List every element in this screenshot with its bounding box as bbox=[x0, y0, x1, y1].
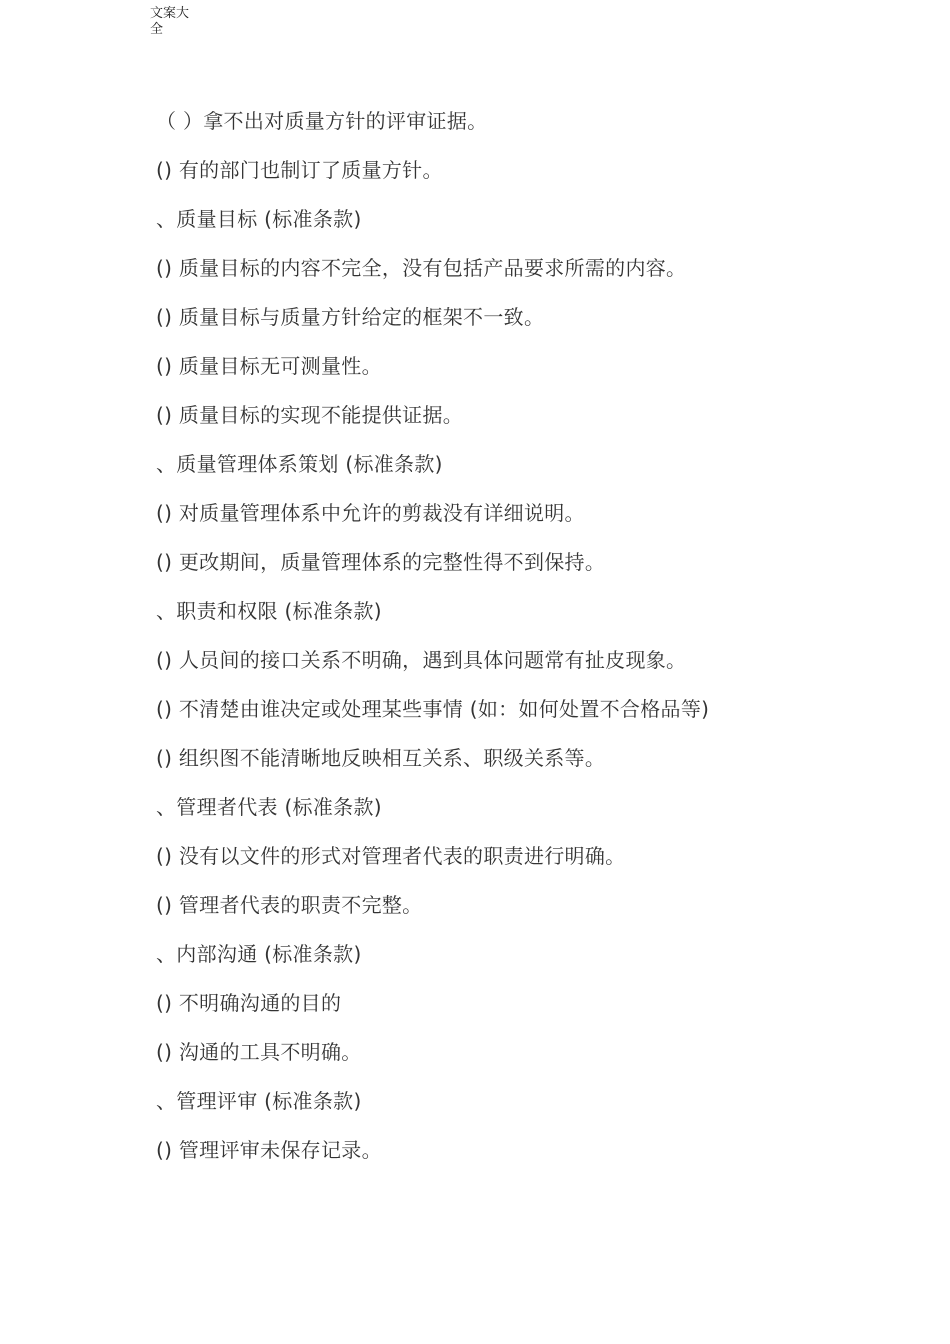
text-line: () 不清楚由谁决定或处理某些事情 (如：如何处置不合格品等) bbox=[156, 697, 710, 721]
section-heading: 、质量目标 (标准条款) bbox=[156, 207, 362, 231]
text-line: () 对质量管理体系中允许的剪裁没有详细说明。 bbox=[156, 501, 585, 525]
section-heading: 、质量管理体系策划 (标准条款) bbox=[156, 452, 443, 476]
section-heading: 、管理评审 (标准条款) bbox=[156, 1089, 362, 1113]
text-line: () 管理者代表的职责不完整。 bbox=[156, 893, 423, 917]
section-heading: 、内部沟通 (标准条款) bbox=[156, 942, 362, 966]
text-line: () 有的部门也制订了质量方针。 bbox=[156, 158, 443, 182]
document-body bbox=[156, 106, 709, 1184]
text-line: () 质量目标的内容不完全，没有包括产品要求所需的内容。 bbox=[156, 256, 687, 280]
text-line: () 组织图不能清晰地反映相互关系、职级关系等。 bbox=[156, 746, 606, 770]
text-line: () 质量目标与质量方针给定的框架不一致。 bbox=[156, 305, 545, 329]
text-line: （ ）拿不出对质量方针的评审证据。 bbox=[156, 109, 488, 133]
text-line: () 人员间的接口关系不明确，遇到具体问题常有扯皮现象。 bbox=[156, 648, 687, 672]
text-line: () 质量目标无可测量性。 bbox=[156, 354, 382, 378]
text-line: () 沟通的工具不明确。 bbox=[156, 1040, 362, 1064]
page-header: 文案大全 bbox=[150, 6, 190, 37]
text-line: () 不明确沟通的目的 bbox=[156, 991, 342, 1015]
text-line: () 更改期间，质量管理体系的完整性得不到保持。 bbox=[156, 550, 606, 574]
text-line: () 质量目标的实现不能提供证据。 bbox=[156, 403, 464, 427]
section-heading: 、管理者代表 (标准条款) bbox=[156, 795, 382, 819]
text-line: () 管理评审未保存记录。 bbox=[156, 1138, 382, 1162]
text-line: () 没有以文件的形式对管理者代表的职责进行明确。 bbox=[156, 844, 626, 868]
section-heading: 、职责和权限 (标准条款) bbox=[156, 599, 382, 623]
